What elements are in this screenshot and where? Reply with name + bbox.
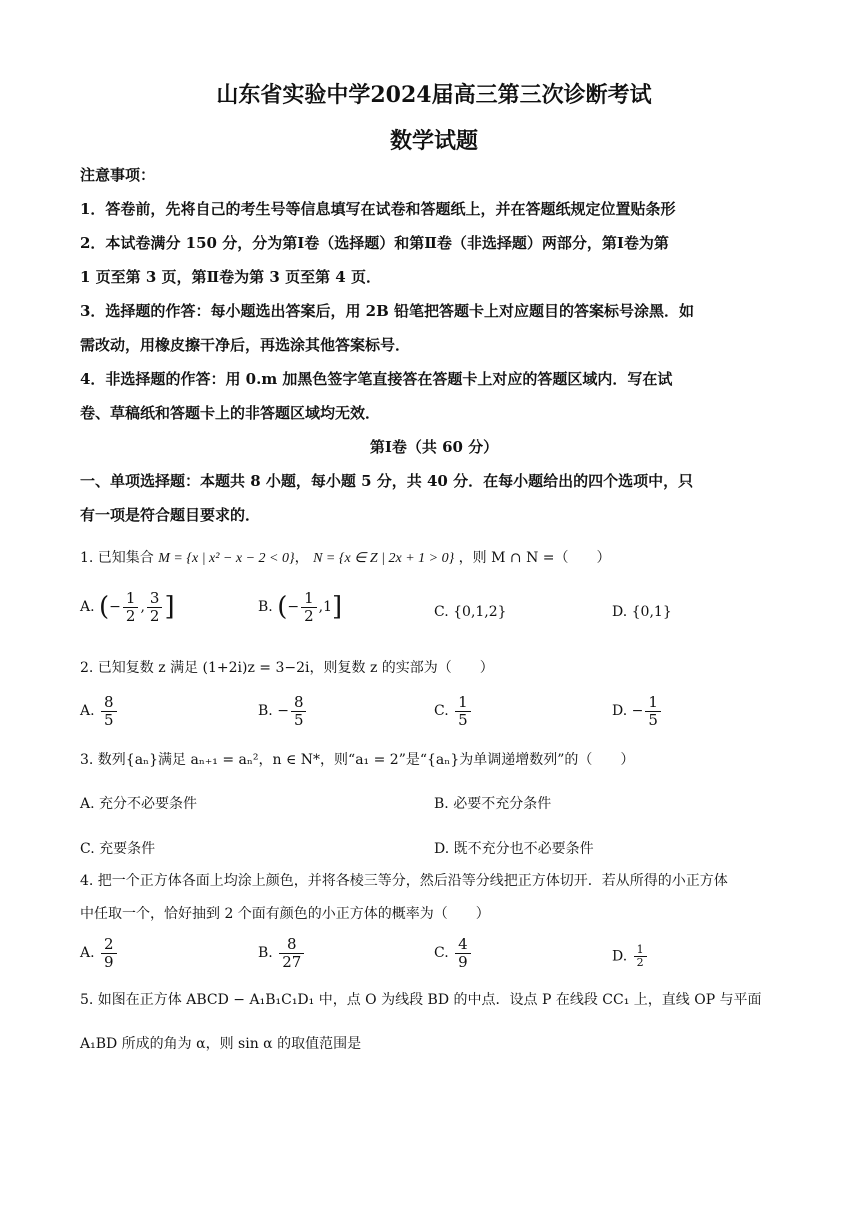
page-subtitle: 数学试题 [389,128,478,154]
notice-item-1: 1．答卷前，先将自己的考生号等信息填写在试卷和答题纸上，并在答题纸规定位置贴条形 [80,200,676,218]
question-3-option-c: C. 充要条件 [80,841,156,857]
section-intro-line2: 有一项是符合题目要求的． [80,506,261,524]
notice-item-3: 3．选择题的作答：每小题选出答案后，用 2B 铅笔把答题卡上对应题目的答案标号涂黑．如 [80,302,695,320]
question-1-suffix: ，则 M ∩ N =（ ） [458,550,611,566]
notice-item-2: 2．本试卷满分 150 分，分为第Ⅰ卷（选择题）和第Ⅱ卷（非选择题）两部分，第Ⅰ卷为第 [80,234,669,252]
question-1-option-a: A. (− $\frac{1}{2}$ , $\frac{3}{2}$ ] [80,589,175,625]
notice-item-2-cont: 1 页至第 3 页，第Ⅱ卷为第 3 页至第 4 页． [80,268,381,286]
question-2-option-d: D. − $\frac{1}{5}$ [612,694,663,728]
question-1-set-n: N = {x ∈ Z | 2x + 1 > 0} [313,551,455,566]
question-5-line1: 5. 如图在正方体 ABCD − A₁B₁C₁D₁ 中，点 O 为线段 BD 的中点．设点 P 在线段 CC₁ 上，直线 OP 与平面 [80,992,762,1008]
question-1-set-m: M = {x | x² − x − 2 < 0} [158,551,295,566]
question-1-option-b: B. (− $\frac{1}{2}$ ,1] [258,589,343,625]
question-3-option-d: D. 既不充分也不必要条件 [434,841,594,857]
question-1-prefix: 1. 已知集合 [80,550,154,566]
question-2: 2. 已知复数 z 满足 (1+2i)z = 3−2i，则复数 z 的实部为（ ） [80,660,494,676]
notice-item-4-cont: 卷、草稿纸和答题卡上的非答题区域均无效． [80,404,381,422]
question-4-option-b: B. $\frac{8}{27}$ [258,936,306,970]
notice-heading: 注意事项： [80,166,156,184]
question-2-option-a: A. $\frac{8}{5}$ [80,694,119,728]
question-5-line2: A₁BD 所成的角为 α，则 sin α 的取值范围是 [80,1036,362,1052]
question-3: 3. 数列{aₙ}满足 aₙ₊₁ = aₙ²，n ∈ N*，则“a₁ = 2”是“{aₙ}为单调递增数列”的（ ） [80,752,635,768]
question-3-option-b: B. 必要不充分条件 [434,796,552,812]
notice-item-3-cont: 需改动，用橡皮擦干净后，再选涂其他答案标号． [80,336,411,354]
question-4-line1: 4. 把一个正方体各面上均涂上颜色，并将各棱三等分，然后沿等分线把正方体切开．若从所得的小正方体 [80,873,728,889]
question-2-option-c: C. $\frac{1}{5}$ [434,694,473,728]
notice-item-4: 4．非选择题的作答：用 0.m 加黑色签字笔直接答在答题卡上对应的答题区域内．写在试 [80,370,673,388]
question-4-option-d: D. $\frac{1}{2}$ [612,944,649,969]
section-title: 第Ⅰ卷（共 60 分） [369,438,499,456]
page-title: 山东省实验中学2024届高三第三次诊断考试 [216,82,652,108]
section-intro-line1: 一、单项选择题：本题共 8 小题，每小题 5 分，共 40 分．在每小题给出的四个选项中，只 [80,472,694,490]
question-1-option-c: C. {0,1,2} [434,604,507,620]
question-4-option-a: A. $\frac{2}{9}$ [80,936,119,970]
question-4-line2: 中任取一个，恰好抽到 2 个面有颜色的小正方体的概率为（ ） [80,906,490,922]
question-1: 1. 已知集合 M = {x | x² − x − 2 < 0}， N = {x ∈ Z | 2x + 1 > 0} ，则 M ∩ N =（ ） [80,550,611,566]
question-3-option-a: A. 充分不必要条件 [80,796,198,812]
question-4-option-c: C. $\frac{4}{9}$ [434,936,473,970]
question-1-option-d: D. {0,1} [612,604,672,620]
question-2-option-b: B. − $\frac{8}{5}$ [258,694,308,728]
